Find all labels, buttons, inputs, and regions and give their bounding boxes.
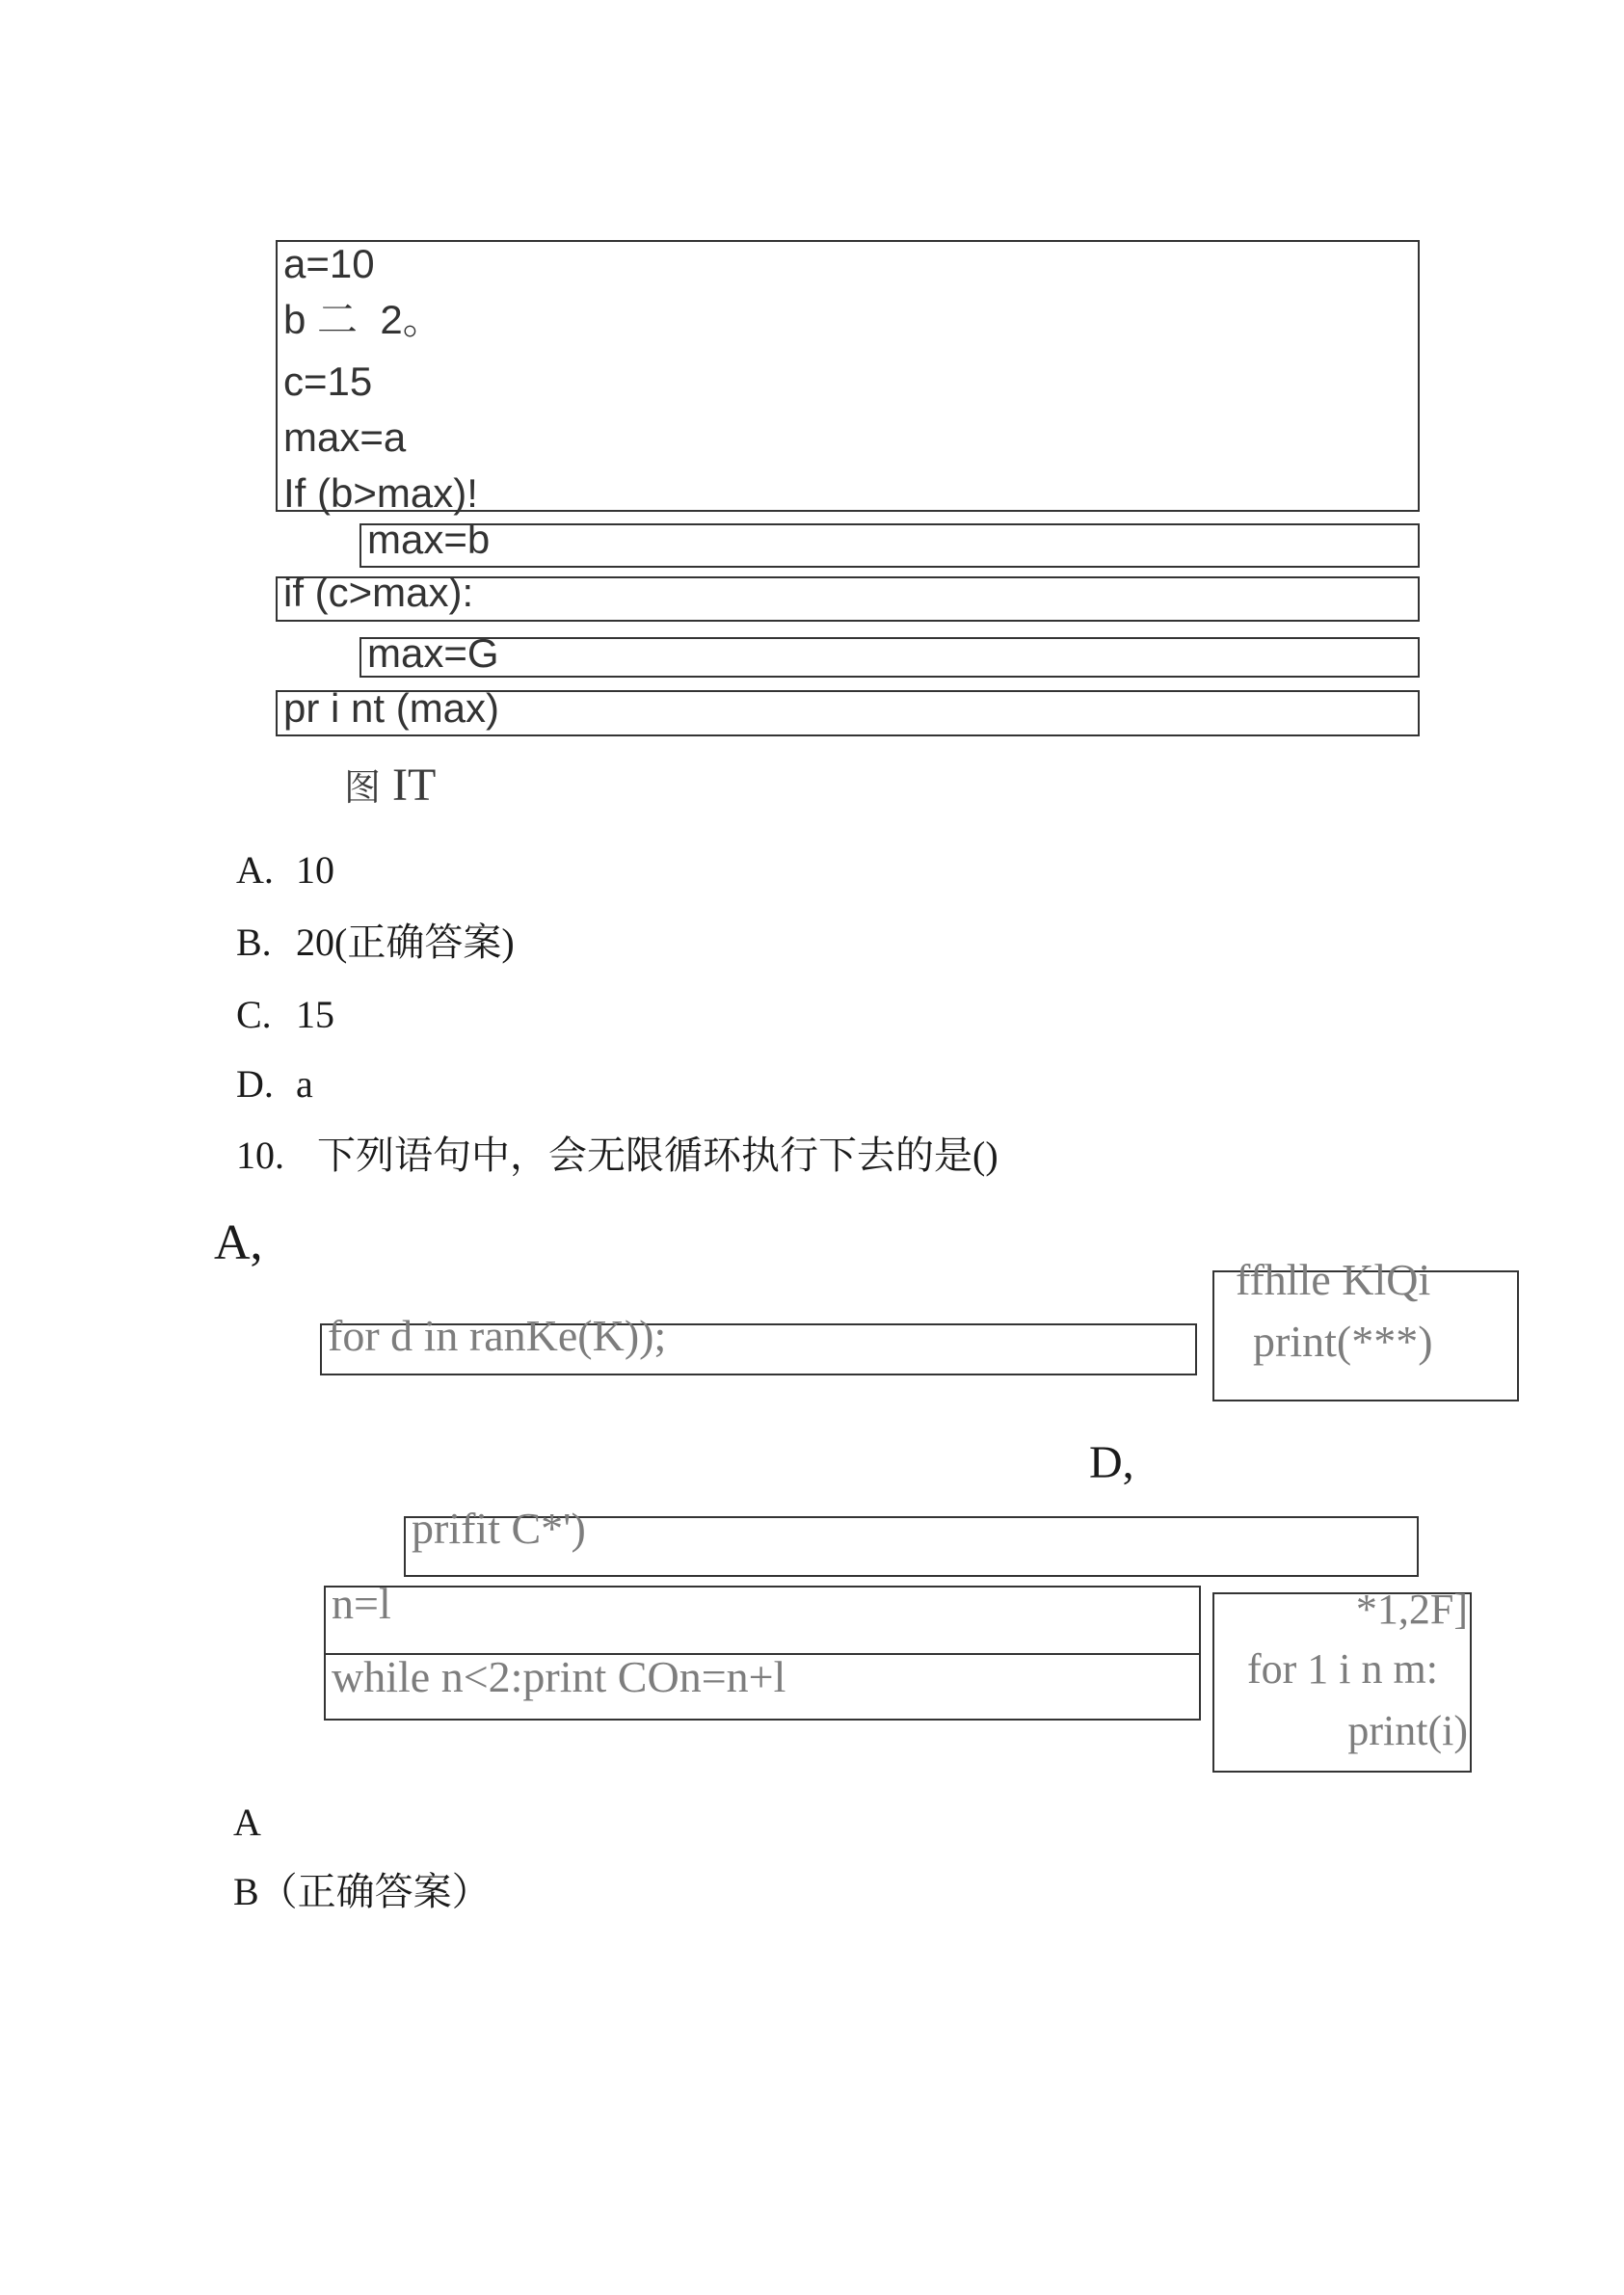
figure-caption bbox=[344, 758, 436, 812]
code-line: print(i) bbox=[1347, 1707, 1468, 1754]
question-text: 下列语句中，会无限循环执行下去的是() bbox=[317, 1134, 998, 1177]
option-value: 20(正确答案) bbox=[296, 921, 515, 964]
option-label: B. bbox=[236, 921, 272, 964]
option-value: 10 bbox=[296, 848, 334, 892]
answer-line-a: A bbox=[233, 1801, 261, 1844]
code-box-while-line bbox=[324, 1653, 1201, 1721]
figure-caption-latin: IT bbox=[392, 760, 437, 811]
code-box-for bbox=[320, 1311, 1197, 1375]
code-line: if (c>max): bbox=[283, 570, 474, 615]
code-line: for d in ranKe(K)); bbox=[328, 1311, 667, 1360]
option-value: a bbox=[296, 1062, 313, 1106]
code-box-maxb bbox=[359, 517, 1420, 568]
code-box-n bbox=[324, 1579, 1201, 1655]
option-row-b bbox=[236, 921, 515, 965]
code-line: prifit C*') bbox=[412, 1504, 586, 1553]
code-box-main bbox=[276, 240, 1420, 516]
code-line: n=l bbox=[332, 1579, 391, 1628]
code-box-maxg bbox=[359, 630, 1420, 678]
code-line: *1,2F] bbox=[1355, 1586, 1468, 1633]
code-line: max=a bbox=[283, 414, 407, 460]
code-box-while-b bbox=[1212, 1255, 1519, 1401]
code-box-prifit bbox=[404, 1504, 1419, 1577]
code-line: max=b bbox=[367, 517, 491, 562]
code-box-if bbox=[276, 570, 1420, 622]
code-box-d bbox=[1212, 1586, 1472, 1773]
option-label: C. bbox=[236, 993, 272, 1036]
option-label: A. bbox=[236, 848, 274, 892]
code-line: If (b>max)! bbox=[283, 470, 478, 516]
option-row-a bbox=[236, 848, 334, 893]
code-line: for 1 i n m: bbox=[1247, 1645, 1438, 1693]
answer-line-b: B（正确答案） bbox=[233, 1870, 491, 1913]
option-value: 15 bbox=[296, 993, 334, 1036]
code-line: ffhlle KlQi bbox=[1236, 1255, 1431, 1304]
option-label: D. bbox=[236, 1062, 274, 1106]
code-line: print(***) bbox=[1253, 1317, 1433, 1366]
option-row-c bbox=[236, 993, 334, 1037]
code-box-print bbox=[276, 685, 1420, 736]
code-line: c=15 bbox=[283, 359, 373, 404]
question-number: 10. bbox=[236, 1134, 284, 1177]
code-line: max=G bbox=[367, 630, 499, 676]
figure-caption-cjk: 图 bbox=[344, 768, 382, 809]
code-line: while n<2:print COn=n+l bbox=[332, 1652, 786, 1701]
section-label-a: A, bbox=[214, 1215, 263, 1270]
code-line: a=10 bbox=[283, 241, 375, 286]
option-row-d bbox=[236, 1062, 313, 1107]
question-10 bbox=[236, 1133, 998, 1179]
code-line: b 二 2。 bbox=[283, 297, 443, 342]
section-label-d: D, bbox=[1089, 1437, 1134, 1488]
code-line: pr i nt (max) bbox=[283, 685, 500, 731]
